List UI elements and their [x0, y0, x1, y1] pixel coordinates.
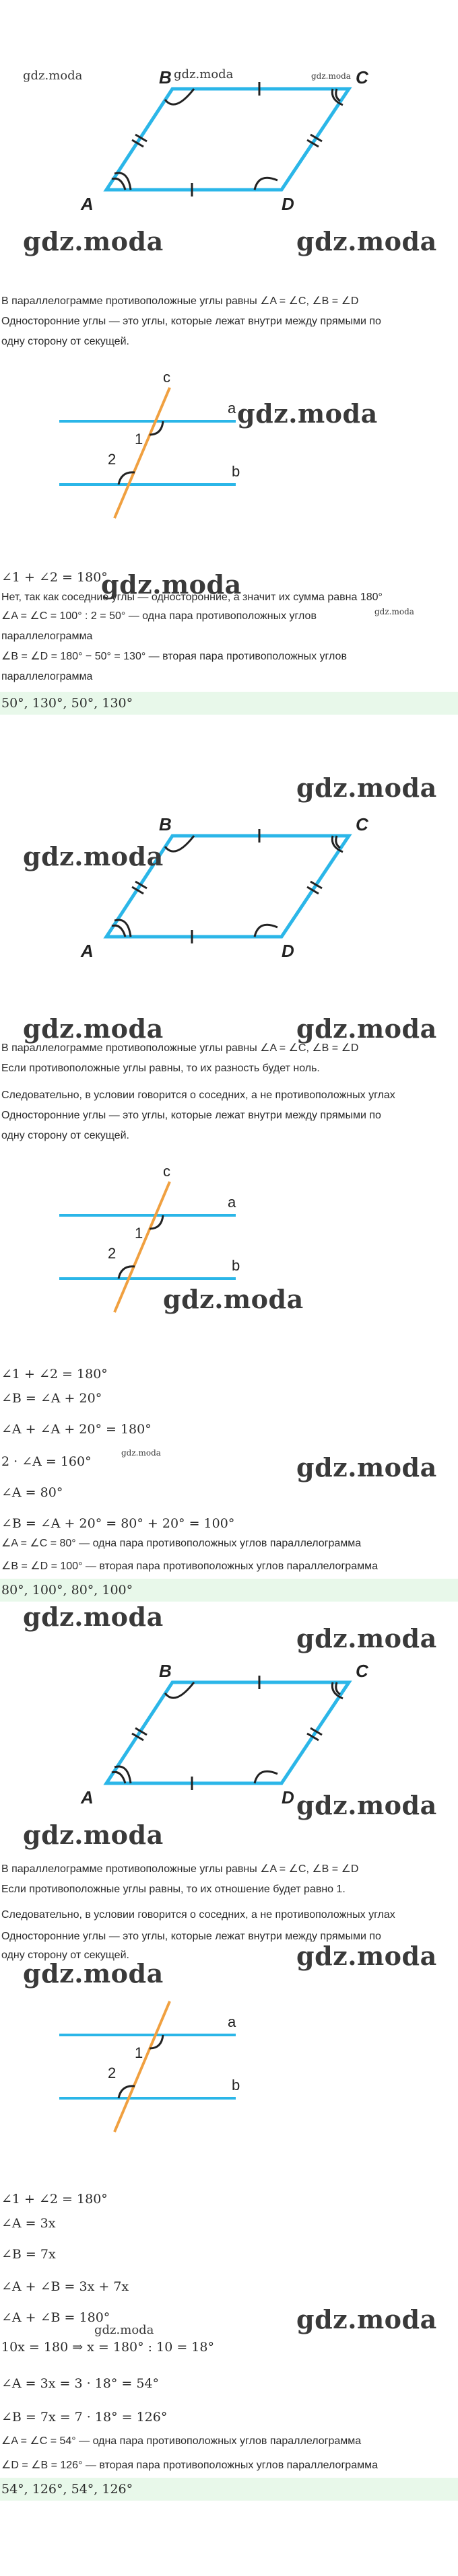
vertex-d-label: D: [282, 1787, 294, 1808]
watermark: gdz.moda: [163, 1284, 304, 1314]
angle-1-label: 1: [135, 1225, 143, 1242]
text-line: Односторонние углы — это углы, которые лежат внутри между прямыми по: [1, 1931, 381, 1942]
math-line: ∠1 + ∠2 = 180°: [1, 1367, 108, 1382]
math-line: ∠A = 3x = 3 · 18° = 54°: [1, 2376, 160, 2391]
text-line: Следовательно, в условии говорится о соседних, а не противоположных углах: [1, 1909, 395, 1921]
parallelogram-figure: [0, 61, 458, 215]
text-line: В параллелограмме противоположные углы равны ∠A = ∠C, ∠B = ∠D: [1, 1042, 359, 1054]
watermark: gdz.moda: [296, 2304, 437, 2334]
text-line: одну сторону от секущей.: [1, 1130, 129, 1141]
answer-row: 80°, 100°, 80°, 100°: [0, 1579, 458, 1602]
answer-row: 54°, 126°, 54°, 126°: [0, 2478, 458, 2501]
line-a-label: a: [228, 400, 236, 417]
parallel-lines-figure: [0, 363, 458, 518]
angle-2-label: 2: [108, 2065, 117, 2081]
math-line: ∠A = 80°: [1, 1485, 63, 1500]
text-line: ∠A = ∠C = 54° — одна пара противоположных углов параллелограмма: [1, 2435, 362, 2447]
secant-label: c: [163, 1163, 170, 1180]
angle-1-label: 1: [135, 431, 143, 448]
text-line: В параллелограмме противоположные углы равны ∠A = ∠C, ∠B = ∠D: [1, 1863, 359, 1875]
math-line: 10x = 180 ⇒ x = 180° : 10 = 18°: [1, 2340, 214, 2355]
text-line: ∠B = ∠D = 100° — вторая пара противоположных углов параллелограмма: [1, 1561, 378, 1572]
math-line: ∠1 + ∠2 = 180°: [1, 2192, 108, 2207]
angle-2-label: 2: [108, 1245, 117, 1262]
vertex-a-label: A: [81, 1787, 94, 1808]
math-line: ∠B = ∠A + 20° = 80° + 20° = 100°: [1, 1516, 235, 1531]
watermark: gdz.moda: [296, 226, 437, 256]
watermark: gdz.moda: [121, 1448, 161, 1458]
text-line: Односторонние углы — это углы, которые лежат внутри между прямыми по: [1, 1110, 381, 1121]
parallelogram-figure: [0, 808, 458, 962]
watermark: gdz.moda: [374, 607, 414, 616]
text-line: ∠A = ∠C = 100° : 2 = 50° — одна пара противоположных углов: [1, 610, 317, 622]
math-line: ∠A + ∠B = 180°: [1, 2310, 110, 2325]
watermark: gdz.moda: [174, 67, 234, 81]
math-line: ∠B = ∠A + 20°: [1, 1391, 102, 1406]
text-line: В параллелограмме противоположные углы равны ∠A = ∠C, ∠B = ∠D: [1, 295, 359, 307]
watermark: gdz.moda: [101, 569, 242, 600]
vertex-a-label: A: [81, 941, 94, 961]
text-line: параллелограмма: [1, 671, 93, 682]
line-b-label: b: [232, 1257, 240, 1274]
answer-row: 50°, 130°, 50°, 130°: [0, 692, 458, 715]
vertex-b-label: B: [159, 67, 172, 87]
watermark: gdz.moda: [23, 1958, 164, 1989]
math-line: ∠A = 3x: [1, 2216, 56, 2231]
watermark: gdz.moda: [23, 226, 164, 256]
vertex-b-label: B: [159, 1661, 172, 1681]
angle-1-label: 1: [135, 2044, 143, 2061]
watermark: gdz.moda: [23, 1013, 164, 1044]
text-line: ∠A = ∠C = 80° — одна пара противоположных углов параллелограмма: [1, 1538, 362, 1549]
math-line: ∠B = 7x: [1, 2247, 56, 2262]
watermark: gdz.moda: [23, 1602, 164, 1632]
text-line: одну сторону от секущей.: [1, 336, 129, 347]
watermark: gdz.moda: [296, 773, 437, 803]
text-line: Следовательно, в условии говорится о соседних, а не противоположных углах: [1, 1089, 395, 1101]
parallel-lines-figure: [0, 1977, 458, 2132]
vertex-a-label: A: [81, 194, 94, 214]
line-b-label: b: [232, 463, 240, 480]
math-line: ∠A + ∠B = 3x + 7x: [1, 2279, 129, 2294]
vertex-d-label: D: [282, 194, 294, 214]
watermark: gdz.moda: [23, 1820, 164, 1850]
watermark: gdz.moda: [311, 71, 351, 81]
watermark: gdz.moda: [94, 2323, 154, 2337]
watermark: gdz.moda: [296, 1623, 437, 1653]
text-line: ∠B = ∠D = 180° − 50° = 130° — вторая пара противоположных углов: [1, 651, 347, 662]
text-line: одну сторону от секущей.: [1, 1949, 129, 1961]
watermark: gdz.moda: [296, 1452, 437, 1482]
vertex-b-label: B: [159, 814, 172, 834]
text-line: параллелограмма: [1, 631, 93, 642]
text-line: ∠D = ∠B = 126° — вторая пара противоположных углов параллелограмма: [1, 2460, 378, 2471]
math-line: ∠A + ∠A + 20° = 180°: [1, 1422, 152, 1437]
secant-label: c: [163, 369, 170, 386]
math-line: 2 · ∠A = 160°: [1, 1454, 92, 1469]
vertex-c-label: C: [356, 1661, 368, 1681]
vertex-c-label: C: [356, 814, 368, 834]
text-line: Нет, так как соседние углы — односторонние, а значит их сумма равна 180°: [1, 592, 383, 603]
watermark: gdz.moda: [23, 841, 164, 871]
watermark: gdz.moda: [23, 69, 83, 83]
line-a-label: a: [228, 1194, 236, 1211]
angle-2-label: 2: [108, 451, 117, 468]
watermark: gdz.moda: [296, 1013, 437, 1044]
parallelogram-figure: [0, 1654, 458, 1809]
watermark: gdz.moda: [296, 1941, 437, 1971]
text-line: Если противоположные углы равны, то их разность будет ноль.: [1, 1063, 320, 1074]
math-line: ∠1 + ∠2 = 180°: [1, 570, 108, 585]
watermark: gdz.moda: [237, 398, 378, 429]
text-line: Односторонние углы — это углы, которые лежат внутри между прямыми по: [1, 316, 381, 327]
text-line: Если противоположные углы равны, то их отношение будет равно 1.: [1, 1884, 346, 1895]
vertex-d-label: D: [282, 941, 294, 961]
vertex-c-label: C: [356, 67, 368, 87]
watermark: gdz.moda: [296, 1790, 437, 1820]
math-line: ∠B = 7x = 7 · 18° = 126°: [1, 2410, 168, 2425]
line-b-label: b: [232, 2077, 240, 2094]
line-a-label: a: [228, 2013, 236, 2030]
